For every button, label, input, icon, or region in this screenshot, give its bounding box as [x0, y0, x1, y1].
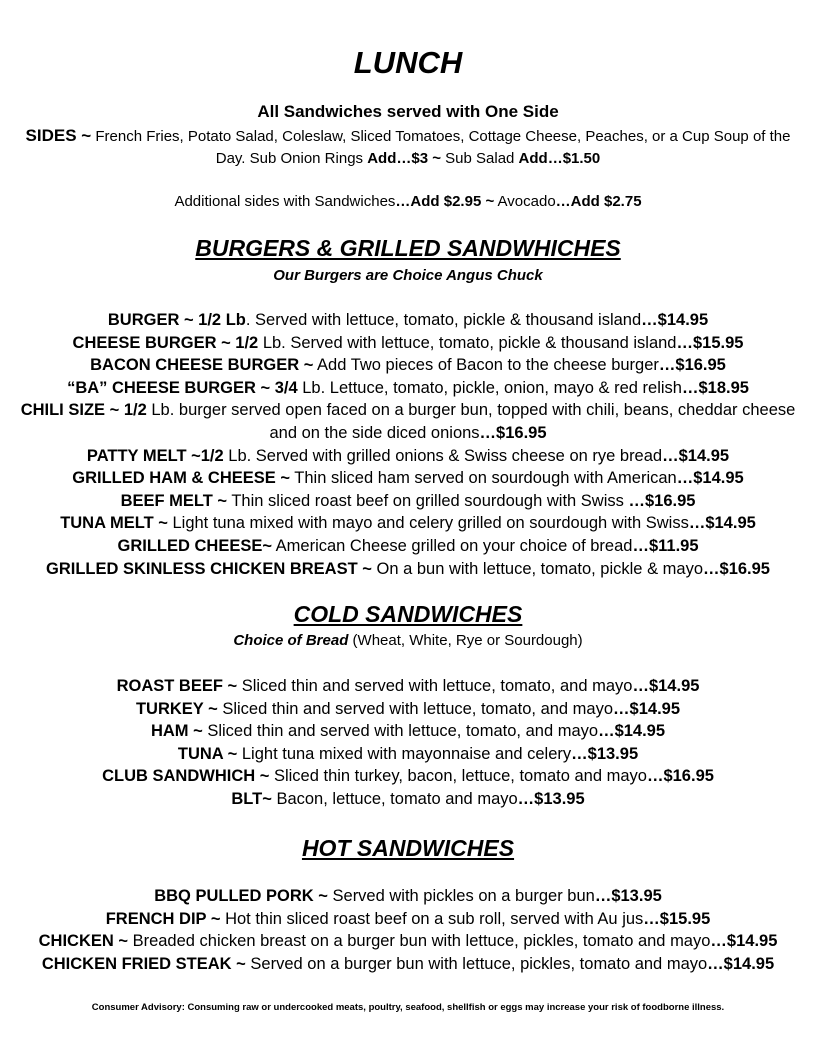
item-name: CHEESE BURGER ~ 1/2: [72, 333, 259, 352]
item-price: …$14.95: [676, 469, 744, 488]
menu-item: [18, 675, 798, 698]
item-description: Thin sliced roast beef on grilled sourdough with Swiss: [227, 491, 629, 510]
item-price: …$13.95: [517, 789, 585, 808]
additional-price: …Add $2.95 ~: [395, 193, 495, 210]
item-name: TUNA ~: [177, 744, 238, 763]
item-description: Light tuna mixed with mayonnaise and celery: [237, 744, 572, 763]
menu-item: [18, 765, 798, 788]
menu-item: [18, 467, 798, 490]
item-price: …$14.95: [613, 699, 681, 718]
menu-item: [18, 930, 798, 953]
items-burgers: [0, 309, 816, 580]
sub-bold: Choice of Bread: [233, 632, 349, 649]
item-price: …$15.95: [676, 333, 744, 352]
item-description: Bacon, lettuce, tomato and mayo: [271, 789, 518, 808]
menu-item: [18, 720, 798, 743]
section-subheading: [0, 631, 816, 651]
item-price: …$14.95: [710, 932, 778, 951]
menu-item: [18, 788, 798, 811]
item-price: …$14.95: [632, 677, 700, 695]
salad-text: Sub Salad: [440, 150, 519, 167]
menu-item: [18, 535, 798, 558]
item-description: Sliced thin and served with lettuce, tomato, and mayo: [237, 677, 633, 695]
item-name: CHICKEN ~: [38, 932, 128, 951]
sub-bold: Our Burgers are Choice Angus Chuck: [273, 267, 543, 284]
item-price: …$11.95: [632, 536, 699, 555]
onion-price: Add…$3 ~: [367, 150, 441, 167]
menu-item: [18, 354, 798, 377]
menu-item: [18, 309, 798, 332]
item-description: Sliced thin and served with lettuce, tomato, and mayo: [217, 699, 614, 718]
menu-item: [18, 332, 798, 355]
item-description: Hot thin sliced roast beef on a sub roll, served with Au jus: [220, 909, 644, 928]
item-description: Served with pickles on a burger bun: [327, 887, 595, 905]
section-heading-burgers: BURGERS & GRILLED SANDWHICHES: [195, 235, 621, 261]
menu-item: [18, 445, 798, 468]
avocado-text: Avocado: [494, 193, 556, 210]
menu-item: [18, 698, 798, 721]
section-subheading: [0, 266, 816, 286]
item-price: …$16.95: [479, 423, 547, 442]
items-cold: [0, 675, 816, 811]
item-price: …$14.95: [598, 722, 666, 741]
item-name: PATTY MELT ~1/2: [86, 446, 224, 465]
section-heading-cold: COLD SANDWICHES: [293, 601, 523, 627]
items-hot: [0, 885, 816, 975]
item-description: Sliced thin and served with lettuce, tomato, and mayo: [202, 722, 599, 741]
item-description: Served on a burger bun with lettuce, pickles, tomato and mayo: [245, 954, 708, 973]
item-price: …$16.95: [646, 767, 714, 786]
item-description: On a bun with lettuce, tomato, pickle & mayo: [371, 559, 704, 578]
menu-item: [18, 953, 798, 976]
item-name: TUNA MELT ~: [60, 514, 168, 533]
item-name: BLT~: [231, 789, 272, 808]
item-name: CHILI SIZE ~ 1/2: [20, 401, 147, 420]
menu-item: [18, 399, 798, 444]
item-description: Add Two pieces of Bacon to the cheese burger: [313, 356, 659, 375]
item-price: …$16.95: [703, 559, 770, 578]
menu-item: [18, 885, 798, 908]
item-description: Lb. burger served open faced on a burger bun, topped with chili, beans, cheddar cheese and on the side diced onions: [146, 401, 796, 442]
item-name: CLUB SANDWHICH ~: [102, 767, 270, 786]
menu-item: [18, 490, 798, 513]
page-title: LUNCH: [353, 45, 463, 80]
item-name: GRILLED HAM & CHEESE ~: [72, 469, 290, 488]
item-price: …$16.95: [658, 356, 726, 375]
item-description: Light tuna mixed with mayo and celery grilled on sourdough with Swiss: [167, 514, 689, 533]
item-name: GRILLED CHEESE~: [117, 536, 272, 555]
item-name: ROAST BEEF ~: [116, 677, 238, 695]
item-name: BEEF MELT ~: [120, 491, 228, 510]
item-description: Lb. Served with lettuce, tomato, pickle & thousand island: [258, 333, 677, 352]
item-name: CHICKEN FRIED STEAK ~: [41, 954, 246, 973]
sub-rest: (Wheat, White, Rye or Sourdough): [348, 632, 583, 649]
item-price: …$13.95: [571, 744, 639, 763]
sides-text: French Fries, Potato Salad, Coleslaw, Sliced Tomatoes, Cottage Cheese, Peaches, or a Cup Soup of the Day. Sub Onion Rings: [91, 128, 791, 167]
sides-info: [0, 125, 816, 170]
menu-item: [18, 558, 798, 581]
sides-heading: All Sandwiches served with One Side: [257, 102, 559, 121]
menu-item: [18, 512, 798, 535]
item-description: American Cheese grilled on your choice of bread: [271, 536, 633, 555]
item-name: TURKEY ~: [135, 699, 218, 718]
item-price: …$16.95: [628, 491, 696, 510]
item-name: “BA” CHEESE BURGER ~ 3/4: [67, 378, 298, 397]
item-price: …$13.95: [594, 887, 662, 905]
section-heading-hot: HOT SANDWICHES: [301, 835, 515, 861]
sides-label: SIDES ~: [25, 126, 92, 145]
item-name: BACON CHEESE BURGER ~: [90, 356, 314, 375]
item-price: …$15.95: [643, 909, 711, 928]
item-name: HAM ~: [150, 722, 203, 741]
item-price: …$14.95: [662, 446, 730, 465]
item-price: …$18.95: [681, 378, 749, 397]
item-description: Thin sliced ham served on sourdough with American: [290, 469, 677, 488]
item-description: Lb. Served with grilled onions & Swiss cheese on rye bread: [223, 446, 663, 465]
item-price: …$14.95: [707, 954, 775, 973]
item-name: GRILLED SKINLESS CHICKEN BREAST ~: [46, 559, 372, 578]
additional-sides: [0, 192, 816, 212]
menu-item: [18, 908, 798, 931]
menu-item: [18, 743, 798, 766]
item-description: Lb. Lettuce, tomato, pickle, onion, mayo & red relish: [297, 378, 682, 397]
item-name: FRENCH DIP ~: [105, 909, 221, 928]
item-description: . Served with lettuce, tomato, pickle & thousand island: [245, 311, 642, 329]
additional-text: Additional sides with Sandwiches: [174, 193, 396, 210]
salad-price: Add…$1.50: [518, 150, 601, 167]
item-name: BBQ PULLED PORK ~: [154, 887, 328, 905]
item-price: …$14.95: [641, 311, 709, 329]
consumer-advisory: Consumer Advisory: Consuming raw or undercooked meats, poultry, seafood, shellfish or eggs may increase your risk of foodborne illness.: [91, 1002, 725, 1013]
avocado-price: …Add $2.75: [555, 193, 642, 210]
menu-item: [18, 377, 798, 400]
item-description: Sliced thin turkey, bacon, lettuce, tomato and mayo: [269, 767, 647, 786]
item-price: …$14.95: [688, 514, 756, 533]
item-description: Breaded chicken breast on a burger bun with lettuce, pickles, tomato and mayo: [128, 932, 711, 951]
item-name: BURGER ~ 1/2 Lb: [107, 311, 246, 329]
